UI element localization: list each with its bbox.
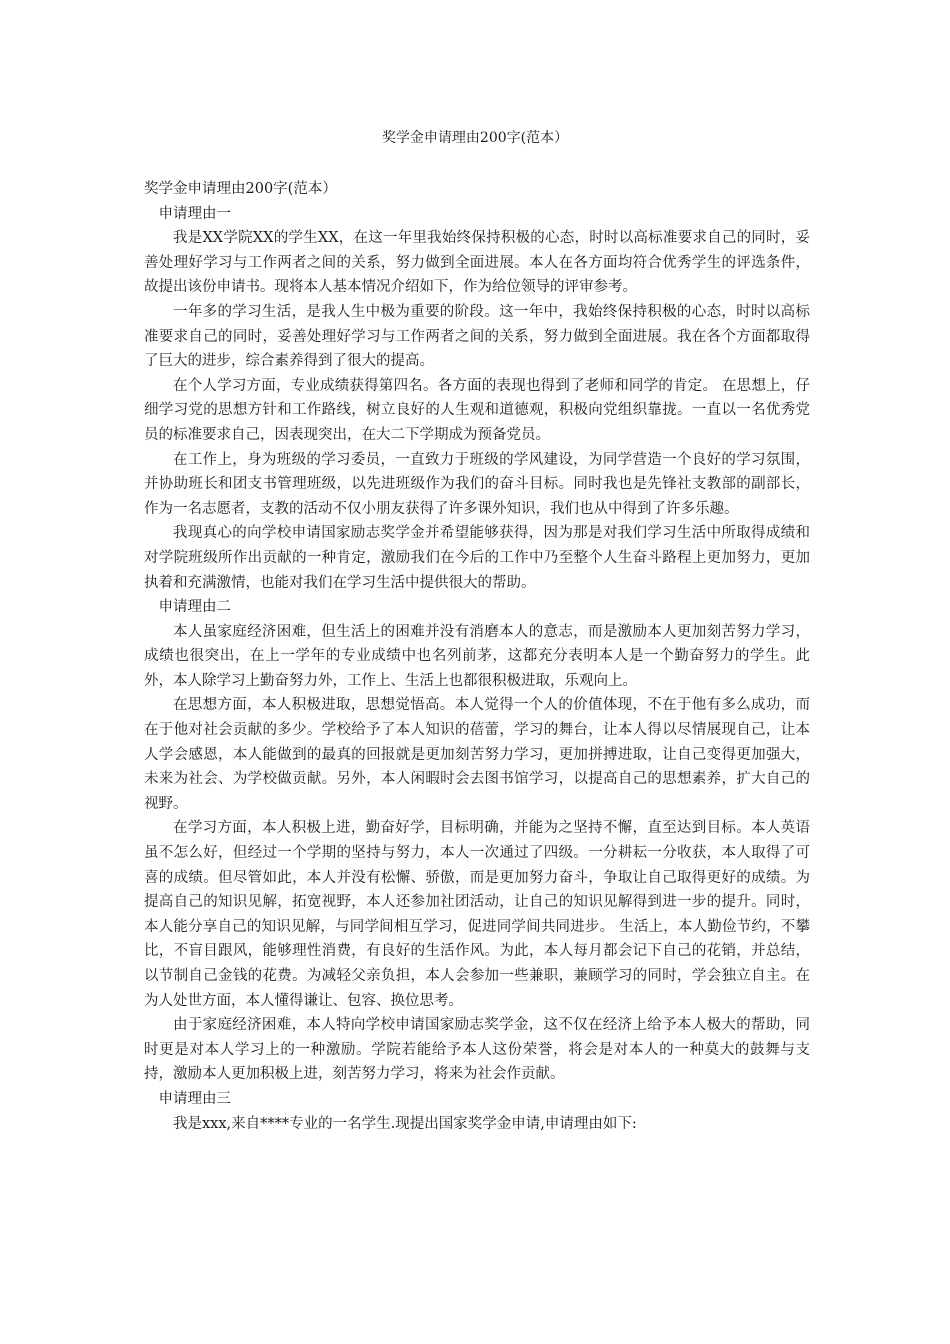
- paragraph: 我是XX学院XX的学生XX，在这一年里我始终保持积极的心态，时时以高标准要求自己的同时，妥善处理好学习与工作两者之间的关系，努力做到全面进展。本人在各方面均符合优秀学生的评选条件，故提出该份申请书。现将本人基本情况介绍如下，作为给位领导的评审参考。: [144, 230, 810, 296]
- document-subtitle: 奖学金申请理由200字(范本）: [144, 181, 337, 197]
- document-body: [144, 177, 810, 1136]
- section-heading-3: 申请理由三: [158, 1090, 231, 1107]
- paragraph: 在思想方面，本人积极进取，思想觉悟高。本人觉得一个人的价值体现，不在于他有多么成功，而在于他对社会贡献的多少。学校给予了本人知识的蓓蕾，学习的舞台，让本人得以尽情展现自己，让本人学会感恩，本人能做到的最真的回报就是更加刻苦努力学习，更加拼搏进取，让自己变得更加强大，未来为社会、为学校做贡献。另外，本人闲暇时会去图书馆学习，以提高自己的思想素养，扩大自己的视野。: [144, 697, 810, 812]
- paragraph: 在工作上，身为班级的学习委员，一直致力于班级的学风建设，为同学营造一个良好的学习氛围，并协助班长和团支书管理班级，以先进班级作为我们的奋斗目标。同时我也是先锋社支教部的副部长，作为一名志愿者，支教的活动不仅小朋友获得了许多课外知识，我们也从中得到了许多乐趣。: [144, 451, 810, 517]
- paragraph: 本人虽家庭经济困难，但生活上的困难并没有消磨本人的意志，而是激励本人更加刻苦努力学习，成绩也很突出，在上一学年的专业成绩中也名列前茅，这都充分表明本人是一个勤奋努力的学生。此外，本人除学习上勤奋努力外，工作上、生活上也都很积极进取，乐观向上。: [144, 623, 810, 689]
- paragraph: 由于家庭经济困难，本人特向学校申请国家励志奖学金，这不仅在经济上给予本人极大的帮助，同时更是对本人学习上的一种激励。学院若能给予本人这份荣誉，将会是对本人的一种莫大的鼓舞与支持，激励本人更加积极上进，刻苦努力学习，将来为社会作贡献。: [144, 1017, 810, 1083]
- paragraph: 我现真心的向学校申请国家励志奖学金并希望能够获得，因为那是对我们学习生活中所取得成绩和对学院班级所作出贡献的一种肯定，激励我们在今后的工作中乃至整个人生奋斗路程上更加努力，更加执着和充满激情，也能对我们在学习生活中提供很大的帮助。: [144, 525, 810, 591]
- paragraph: 在个人学习方面，专业成绩获得第四名。各方面的表现也得到了老师和同学的肯定。 在思想上，仔细学习党的思想方针和工作路线，树立良好的人生观和道德观，积极向党组织靠拢。一直以一名优秀党员的标准要求自己，因表现突出，在大二下学期成为预备党员。: [144, 377, 810, 443]
- paragraph: 我是xxx,来自****专业的一名学生.现提出国家奖学金申请,申请理由如下:: [173, 1115, 637, 1132]
- section-heading-1: 申请理由一: [158, 205, 231, 222]
- section-heading-2: 申请理由二: [158, 599, 231, 616]
- paragraph: 在学习方面，本人积极上进，勤奋好学，目标明确，并能为之坚持不懈，直至达到目标。本人英语虽不怎么好，但经过一个学期的坚持与努力，本人一次通过了四级。一分耕耘一分收获，本人取得了可喜的成绩。但尽管如此，本人并没有松懈、骄傲，而是更加努力奋斗，争取让自己取得更好的成绩。为提高自己的知识见解，拓宽视野，本人还参加社团活动，让自己的知识见解得到进一步的提升。同时，本人能分享自己的知识见解，与同学间相互学习，促进同学间共同进步。 生活上，本人勤俭节约，不攀比，不盲目跟风，能够理性消费，有良好的生活作风。为此，本人每月都会记下自己的花销，并总结，以节制自己金钱的花费。为减轻父亲负担，本人会参加一些兼职，兼顾学习的同时，学会独立自主。在为人处世方面，本人懂得谦让、包容、换位思考。: [144, 820, 810, 1009]
- document-title: 奖学金申请理由200字(范本）: [381, 130, 569, 146]
- paragraph: 一年多的学习生活，是我人生中极为重要的阶段。这一年中，我始终保持积极的心态，时时以高标准要求自己的同时，妥善处理好学习与工作两者之间的关系，努力做到全面进展。我在各个方面都取得了巨大的进步，综合素养得到了很大的提高。: [144, 303, 810, 370]
